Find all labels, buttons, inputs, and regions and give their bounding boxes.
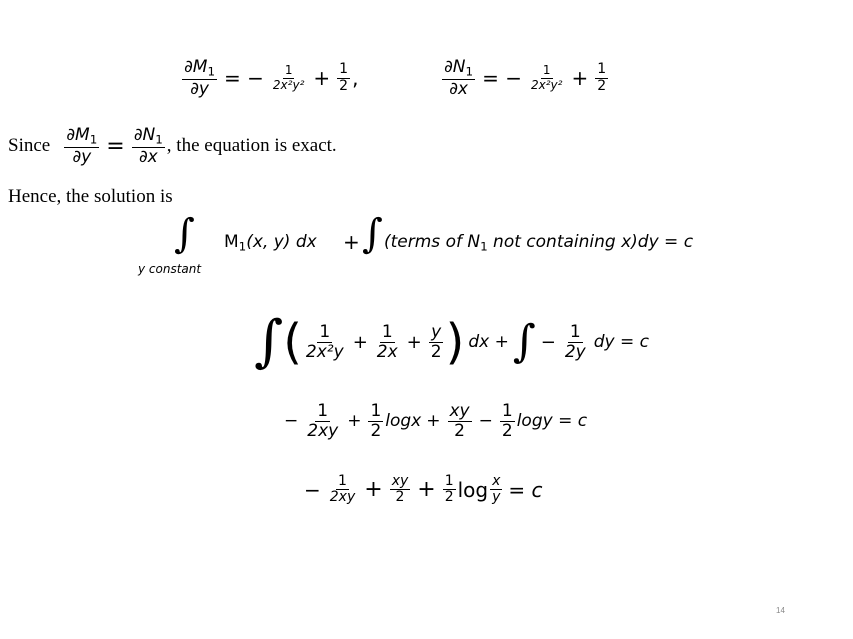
integral-step [254,309,649,374]
denominator: 2x²y [305,341,344,362]
since-text: Since [8,135,51,157]
equals-c: = c [508,477,543,502]
log-x: logx [385,411,422,432]
plus: + [364,477,383,503]
subscript: 1 [465,64,474,79]
hence-line: Hence, the solution is [8,186,173,207]
integrand-rest: (x, y) dx [246,232,317,252]
denominator: 2 [430,341,442,362]
plus: + [426,411,441,432]
dm1-dy-fraction [64,126,99,166]
fraction [305,402,340,440]
numerator: ∂N [133,125,156,145]
integral-sign: ∫ [174,211,195,257]
denominator: 2 [339,77,349,94]
minus: − [540,331,556,353]
terms-rest: not containing x)dy = c [487,232,694,252]
numerator: 1 [339,61,349,78]
denominator: 2xy [307,420,339,441]
fraction [500,402,515,440]
denominator: 2x²y² [272,77,305,92]
equals-minus: = − [224,66,264,91]
m1-integrand [224,232,317,254]
subscript: 1 [238,239,247,254]
left-paren: ( [283,314,302,370]
fraction [271,64,306,91]
fraction [304,323,346,361]
since-line [8,126,337,166]
dx-plus: dx + [468,332,509,352]
terms-of-n: (terms of N [384,232,481,252]
plus: + [571,66,589,91]
numerator: 1 [317,401,329,421]
dn1-dx-fraction [442,58,475,98]
numerator: 1 [370,401,382,421]
fraction [563,323,588,361]
integral-sign: ∫ [254,309,284,374]
numerator: 1 [569,321,581,342]
minus: − [284,411,299,432]
fraction [448,402,472,440]
denominator: ∂y [72,146,92,167]
subscript: 1 [155,132,163,147]
numerator: xy [449,401,470,421]
denominator: 2 [395,489,405,506]
fraction [490,474,502,506]
plus: + [417,477,436,503]
numerator: 1 [284,63,293,78]
fraction [375,323,400,361]
fraction [429,323,444,361]
log-step [284,402,587,440]
half-fraction [595,62,608,94]
partial-n1-equation [440,58,610,98]
subscript: 1 [207,64,216,79]
numerator: x [492,473,501,489]
dn1-dx-fraction [132,126,165,166]
fraction [443,474,456,506]
numerator: 1 [319,321,331,342]
numerator: 1 [597,61,607,78]
integral-sign: ∫ [512,316,536,367]
numerator: 1 [501,401,513,421]
minus: − [478,411,493,432]
dy-equals-c: dy = c [593,332,649,352]
numerator: ∂N [444,57,466,77]
fraction [368,402,383,440]
denominator: 2 [454,420,465,441]
denominator: 2 [444,489,454,506]
exactness-equation [62,126,167,166]
denominator: 2y [564,341,586,362]
half-fraction [337,62,350,94]
dm1-dy-fraction [182,58,217,98]
exact-statement: , the equation is exact. [166,135,337,157]
denominator: 2 [501,420,513,441]
comma: , [352,66,359,91]
plus: + [343,230,360,254]
log: log [457,477,489,502]
equals-minus: = − [482,66,522,91]
denominator: ∂x [449,78,468,99]
denominator: 2 [370,420,382,441]
numerator: y [431,321,442,342]
plus: + [406,331,422,353]
y-constant-limit: y constant [138,262,202,276]
numerator: ∂M [184,57,208,77]
minus: − [304,477,321,502]
numerator: ∂M [66,125,90,145]
right-paren: ) [445,314,465,370]
numerator: 1 [542,63,551,78]
numerator: 1 [444,473,454,489]
fraction [390,474,411,506]
numerator: 1 [338,473,347,489]
plus: + [347,411,362,432]
equals: = [106,133,125,159]
subscript: 1 [480,239,488,254]
general-solution-formula [138,211,738,284]
denominator: 2x [376,341,398,362]
integral-sign: ∫ [362,211,383,257]
denominator: 2xy [329,489,356,506]
page-number: 14 [776,606,785,615]
m-symbol: M [224,232,239,252]
denominator: y [492,489,501,506]
numerator: 1 [381,321,393,342]
subscript: 1 [89,132,98,147]
fraction [328,474,357,506]
plus: + [313,66,331,91]
terms-expression [384,232,693,254]
fraction [529,64,564,91]
denominator: 2x²y² [530,77,563,92]
denominator: ∂y [190,78,209,99]
partial-m1-equation [180,58,358,98]
final-solution [304,474,543,506]
denominator: 2 [597,77,607,94]
plus: + [352,331,368,353]
denominator: ∂x [138,146,158,167]
log-y-equals-c: logy = c [516,411,588,432]
numerator: xy [391,473,409,489]
